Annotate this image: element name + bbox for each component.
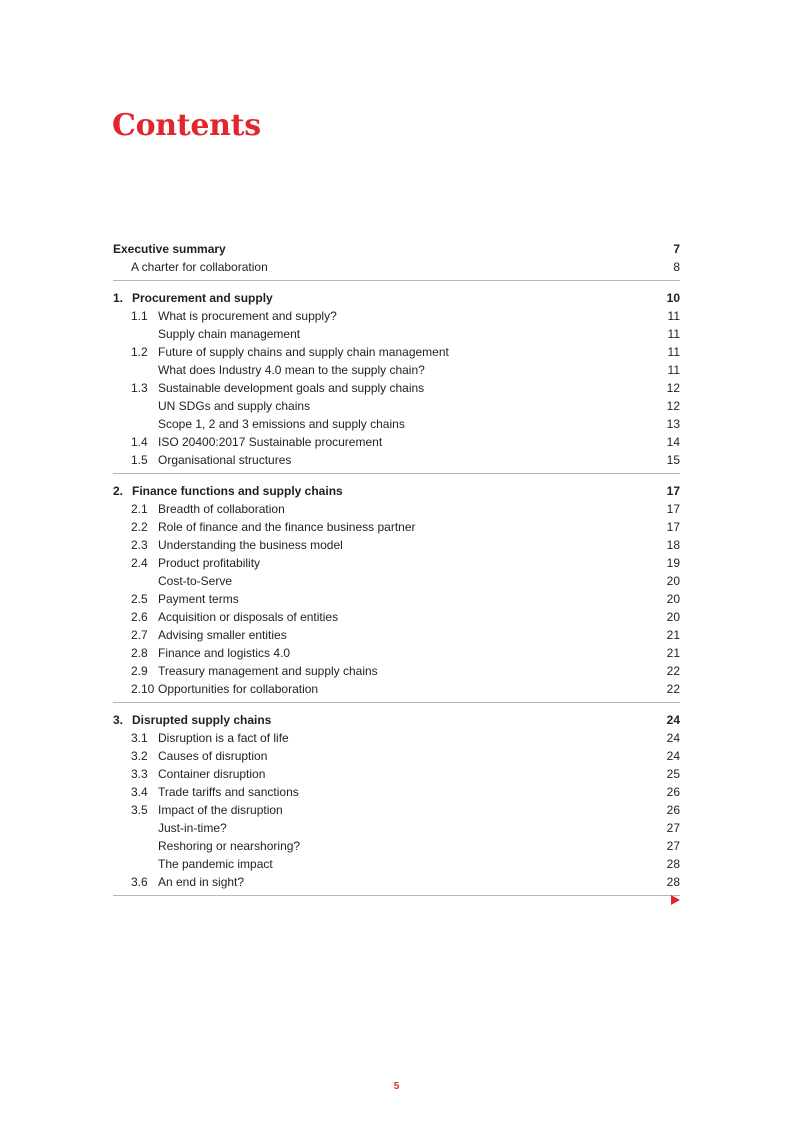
toc-entry[interactable]: [113, 590, 680, 608]
toc-entry[interactable]: [113, 536, 680, 554]
toc-entry-label: Finance and logistics 4.0: [158, 646, 291, 660]
toc-entry-label: Cost-to-Serve: [158, 574, 233, 588]
toc-entry[interactable]: [113, 307, 680, 325]
toc-entry-label: Organisational structures: [158, 453, 292, 467]
toc-entry[interactable]: [113, 240, 680, 258]
toc-entry-page: 19: [666, 556, 680, 570]
toc-entry-page: 21: [666, 646, 680, 660]
toc-entry-page: 11: [667, 363, 680, 377]
toc-entry[interactable]: [113, 500, 680, 518]
toc-entry-page: 28: [666, 875, 680, 889]
toc-entry-number: 3.6: [131, 875, 148, 889]
toc-entry-page: 22: [666, 682, 680, 696]
toc-entry-label: Procurement and supply: [132, 291, 273, 305]
toc-entry-number: 2.3: [131, 538, 148, 552]
table-of-contents: [113, 240, 680, 904]
toc-entry-label: Advising smaller entities: [158, 628, 287, 642]
toc-entry-label: An end in sight?: [158, 875, 245, 889]
toc-entry[interactable]: [113, 662, 680, 680]
toc-entry-page: 20: [666, 610, 680, 624]
toc-entry-number: 2.4: [131, 556, 148, 570]
toc-entry[interactable]: [113, 837, 680, 855]
toc-entry-page: 13: [666, 417, 680, 431]
toc-entry-page: 12: [666, 399, 680, 413]
toc-entry[interactable]: [113, 361, 680, 379]
toc-entry[interactable]: [113, 680, 680, 698]
toc-entry-page: 24: [666, 749, 680, 763]
toc-section-executive-summary: [113, 240, 680, 281]
toc-entry-page: 15: [666, 453, 680, 467]
toc-entry-page: 20: [666, 574, 680, 588]
toc-entry-label: UN SDGs and supply chains: [158, 399, 311, 413]
toc-entry-number: 2.8: [131, 646, 148, 660]
toc-entry-label: Understanding the business model: [158, 538, 343, 552]
toc-entry-number: 3.5: [131, 803, 148, 817]
toc-entry-label: Supply chain management: [158, 327, 301, 341]
toc-entry-page: 22: [666, 664, 680, 678]
toc-entry-label: Impact of the disruption: [158, 803, 283, 817]
toc-entry[interactable]: [113, 608, 680, 626]
toc-entry-label: The pandemic impact: [158, 857, 273, 871]
toc-entry-label: Role of finance and the finance business partner: [158, 520, 416, 534]
toc-entry[interactable]: [113, 258, 680, 276]
toc-entry-label: Treasury management and supply chains: [158, 664, 378, 678]
toc-entry-page: 17: [666, 520, 680, 534]
toc-entry[interactable]: [113, 572, 680, 590]
toc-entry-number: 2.1: [131, 502, 148, 516]
toc-entry[interactable]: [113, 873, 680, 891]
toc-entry-label: Scope 1, 2 and 3 emissions and supply chains: [158, 417, 405, 431]
toc-entry[interactable]: [113, 451, 680, 469]
toc-entry-label: Opportunities for collaboration: [158, 682, 319, 696]
toc-entry[interactable]: [113, 397, 680, 415]
toc-entry-page: 11: [667, 327, 680, 341]
toc-entry-label: Breadth of collaboration: [158, 502, 285, 516]
toc-entry[interactable]: [113, 711, 680, 729]
toc-entry-label: Container disruption: [158, 767, 266, 781]
toc-entry[interactable]: [113, 343, 680, 361]
toc-entry-number: 1.3: [131, 381, 148, 395]
toc-entry-page: 20: [666, 592, 680, 606]
toc-section-3: [113, 711, 680, 896]
toc-entry-label: Disruption is a fact of life: [158, 731, 289, 745]
toc-entry[interactable]: [113, 379, 680, 397]
toc-entry-page: 11: [667, 345, 680, 359]
toc-section-2: [113, 482, 680, 703]
toc-entry[interactable]: [113, 644, 680, 662]
toc-entry-page: 17: [666, 502, 680, 516]
toc-entry-page: 8: [673, 260, 680, 274]
toc-entry-page: 24: [666, 731, 680, 745]
toc-entry-page: 21: [666, 628, 680, 642]
toc-entry-label: Trade tariffs and sanctions: [158, 785, 299, 799]
toc-entry-label: Reshoring or nearshoring?: [158, 839, 301, 853]
toc-entry-number: 3.2: [131, 749, 148, 763]
toc-entry-page: 17: [666, 484, 680, 498]
toc-entry[interactable]: [113, 554, 680, 572]
toc-entry[interactable]: [113, 729, 680, 747]
toc-entry-label: Finance functions and supply chains: [132, 484, 343, 498]
toc-entry-label: Executive summary: [113, 242, 226, 256]
toc-entry-label: What does Industry 4.0 mean to the supply chain?: [158, 363, 425, 377]
toc-entry-label: Sustainable development goals and supply chains: [158, 381, 425, 395]
toc-entry[interactable]: [113, 783, 680, 801]
toc-entry-number: 1.4: [131, 435, 148, 449]
toc-entry-number: 3.: [113, 713, 124, 727]
toc-entry-page: 24: [666, 713, 680, 727]
toc-entry-label: Future of supply chains and supply chain management: [158, 345, 449, 359]
toc-entry-number: 1.1: [131, 309, 148, 323]
toc-entry-page: 18: [666, 538, 680, 552]
page-number: 5: [393, 1081, 400, 1092]
toc-entry-page: 27: [666, 839, 680, 853]
toc-entry-number: 1.5: [131, 453, 148, 467]
toc-entry-number: 2.: [113, 484, 124, 498]
toc-entry-label: Product profitability: [158, 556, 261, 570]
toc-entry[interactable]: [113, 482, 680, 500]
toc-entry-number: 2.9: [131, 664, 148, 678]
toc-entry-label: Causes of disruption: [158, 749, 268, 763]
toc-entry-number: 1.2: [131, 345, 148, 359]
toc-entry-number: 2.2: [131, 520, 148, 534]
toc-entry-label: Just-in-time?: [158, 821, 227, 835]
toc-entry-label: What is procurement and supply?: [158, 309, 337, 323]
toc-entry-page: 14: [666, 435, 680, 449]
page-title: Contents: [112, 108, 261, 143]
toc-entry-label: Acquisition or disposals of entities: [158, 610, 339, 624]
toc-section-1: [113, 289, 680, 474]
toc-entry-page: 10: [666, 291, 680, 305]
toc-entry[interactable]: [113, 855, 680, 873]
toc-entry-number: 2.7: [131, 628, 148, 642]
toc-entry-number: 2.5: [131, 592, 148, 606]
toc-entry-number: 3.1: [131, 731, 148, 745]
toc-entry[interactable]: [113, 747, 680, 765]
toc-entry[interactable]: [113, 289, 680, 307]
toc-entry-page: 7: [673, 242, 680, 256]
right-triangle-arrow-icon[interactable]: [671, 895, 680, 905]
toc-entry-page: 26: [666, 803, 680, 817]
toc-entry-number: 3.3: [131, 767, 148, 781]
toc-entry[interactable]: [113, 518, 680, 536]
toc-entry-page: 27: [666, 821, 680, 835]
toc-entry-page: 28: [666, 857, 680, 871]
toc-entry-page: 26: [666, 785, 680, 799]
toc-entry-page: 11: [667, 309, 680, 323]
toc-entry-label: Disrupted supply chains: [132, 713, 272, 727]
toc-entry[interactable]: [113, 325, 680, 343]
toc-entry-label: A charter for collaboration: [131, 260, 268, 274]
toc-entry[interactable]: [113, 819, 680, 837]
toc-entry[interactable]: [113, 433, 680, 451]
toc-entry[interactable]: [113, 801, 680, 819]
toc-entry-page: 25: [666, 767, 680, 781]
toc-entry-label: Payment terms: [158, 592, 239, 606]
toc-entry-number: 2.6: [131, 610, 148, 624]
toc-entry[interactable]: [113, 415, 680, 433]
toc-entry-label: ISO 20400:2017 Sustainable procurement: [158, 435, 383, 449]
toc-entry[interactable]: [113, 765, 680, 783]
toc-entry-number: 3.4: [131, 785, 148, 799]
toc-entry-number: 2.10: [131, 682, 155, 696]
toc-entry[interactable]: [113, 626, 680, 644]
toc-entry-number: 1.: [113, 291, 124, 305]
toc-entry-page: 12: [666, 381, 680, 395]
